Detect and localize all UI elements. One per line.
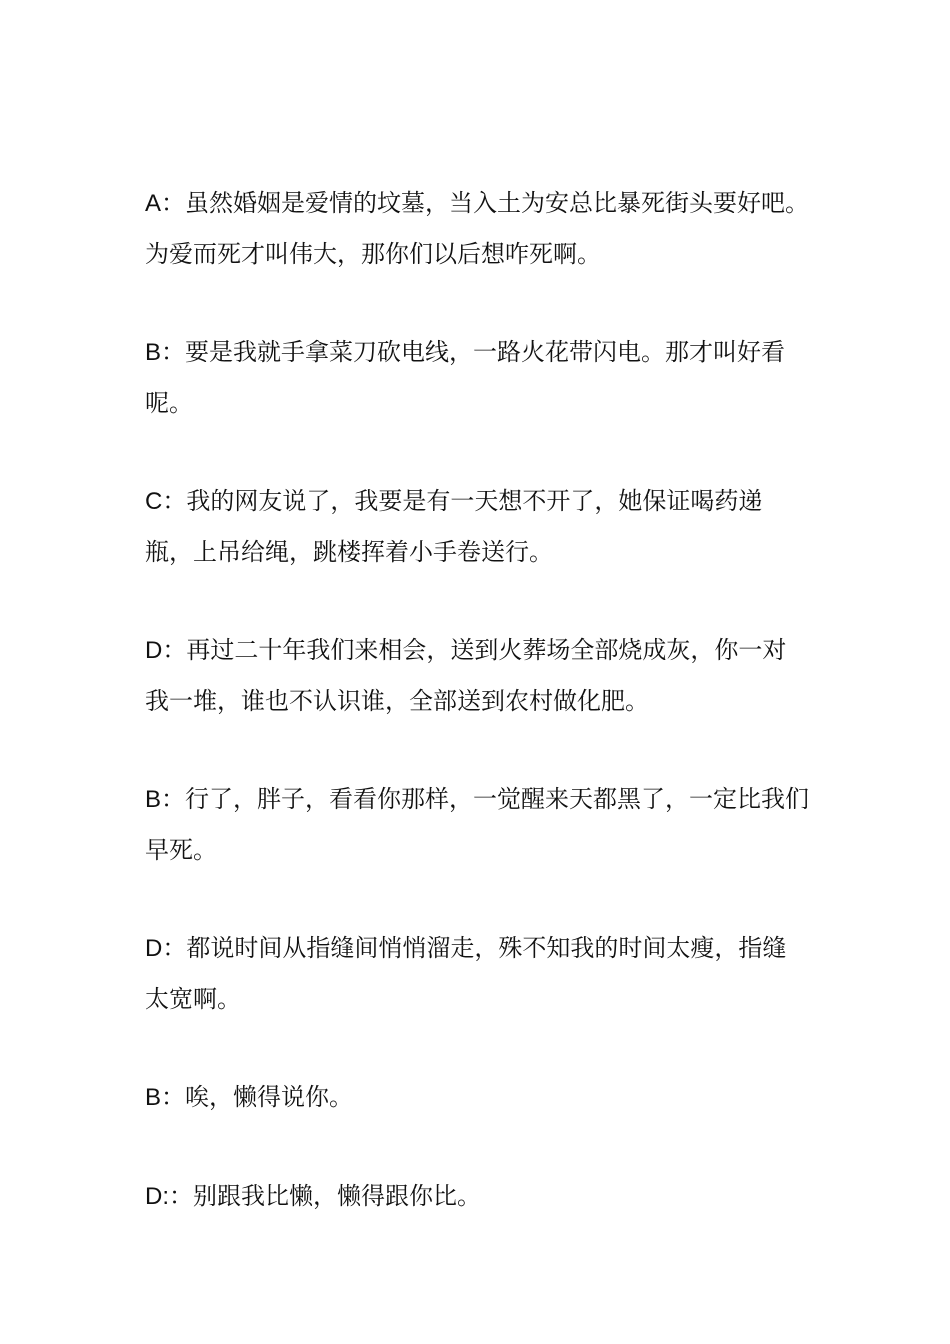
dialogue-line xyxy=(145,476,810,577)
dialogue-line xyxy=(145,625,810,726)
speaker-separator: ： xyxy=(162,636,187,664)
dialogue-text: 要是我就手拿菜刀砍电线，一路火花带闪电。那才叫好看呢。 xyxy=(145,338,786,417)
dialogue-line xyxy=(145,1171,810,1222)
dialogue-text: 别跟我比懒，懒得跟你比。 xyxy=(193,1182,481,1210)
speaker-label: A xyxy=(145,190,162,217)
speaker-separator: ： xyxy=(161,785,186,813)
dialogue-text: 行了，胖子，看看你那样，一觉醒来天都黑了，一定比我们早死。 xyxy=(145,785,810,864)
speaker-separator: ： xyxy=(162,487,187,515)
dialogue-text: 再过二十年我们来相会，送到火葬场全部烧成灰，你一对我一堆，谁也不认识谁，全部送到农村做化肥。 xyxy=(145,636,787,715)
speaker-label: B xyxy=(145,339,162,366)
dialogue-line xyxy=(145,327,810,428)
dialogue-text: 都说时间从指缝间悄悄溜走，殊不知我的时间太瘦，指缝太宽啊。 xyxy=(145,934,787,1013)
dialogue-text: 唉，懒得说你。 xyxy=(185,1083,354,1111)
speaker-separator: ： xyxy=(161,338,186,366)
speaker-separator: ： xyxy=(161,189,186,217)
speaker-separator: ： xyxy=(161,1083,186,1111)
speaker-label: D: xyxy=(145,1183,169,1210)
dialogue-line xyxy=(145,1072,810,1123)
speaker-separator: ： xyxy=(162,934,187,962)
speaker-label: B xyxy=(145,1084,162,1111)
speaker-label: B xyxy=(145,786,162,813)
speaker-label: C xyxy=(145,488,163,515)
dialogue-line xyxy=(145,774,810,875)
dialogue-line xyxy=(145,178,810,279)
speaker-label: D xyxy=(145,637,163,664)
dialogue-line xyxy=(145,923,810,1024)
dialogue-text: 我的网友说了，我要是有一天想不开了，她保证喝药递瓶，上吊给绳，跳楼挥着小手卷送行。 xyxy=(145,487,763,566)
dialogue-text: 虽然婚姻是爱情的坟墓，当入土为安总比暴死街头要好吧。为爱而死才叫伟大，那你们以后想咋死啊。 xyxy=(145,189,810,268)
speaker-separator: ： xyxy=(169,1182,193,1210)
speaker-label: D xyxy=(145,935,163,962)
dialogue-body xyxy=(145,178,810,1270)
